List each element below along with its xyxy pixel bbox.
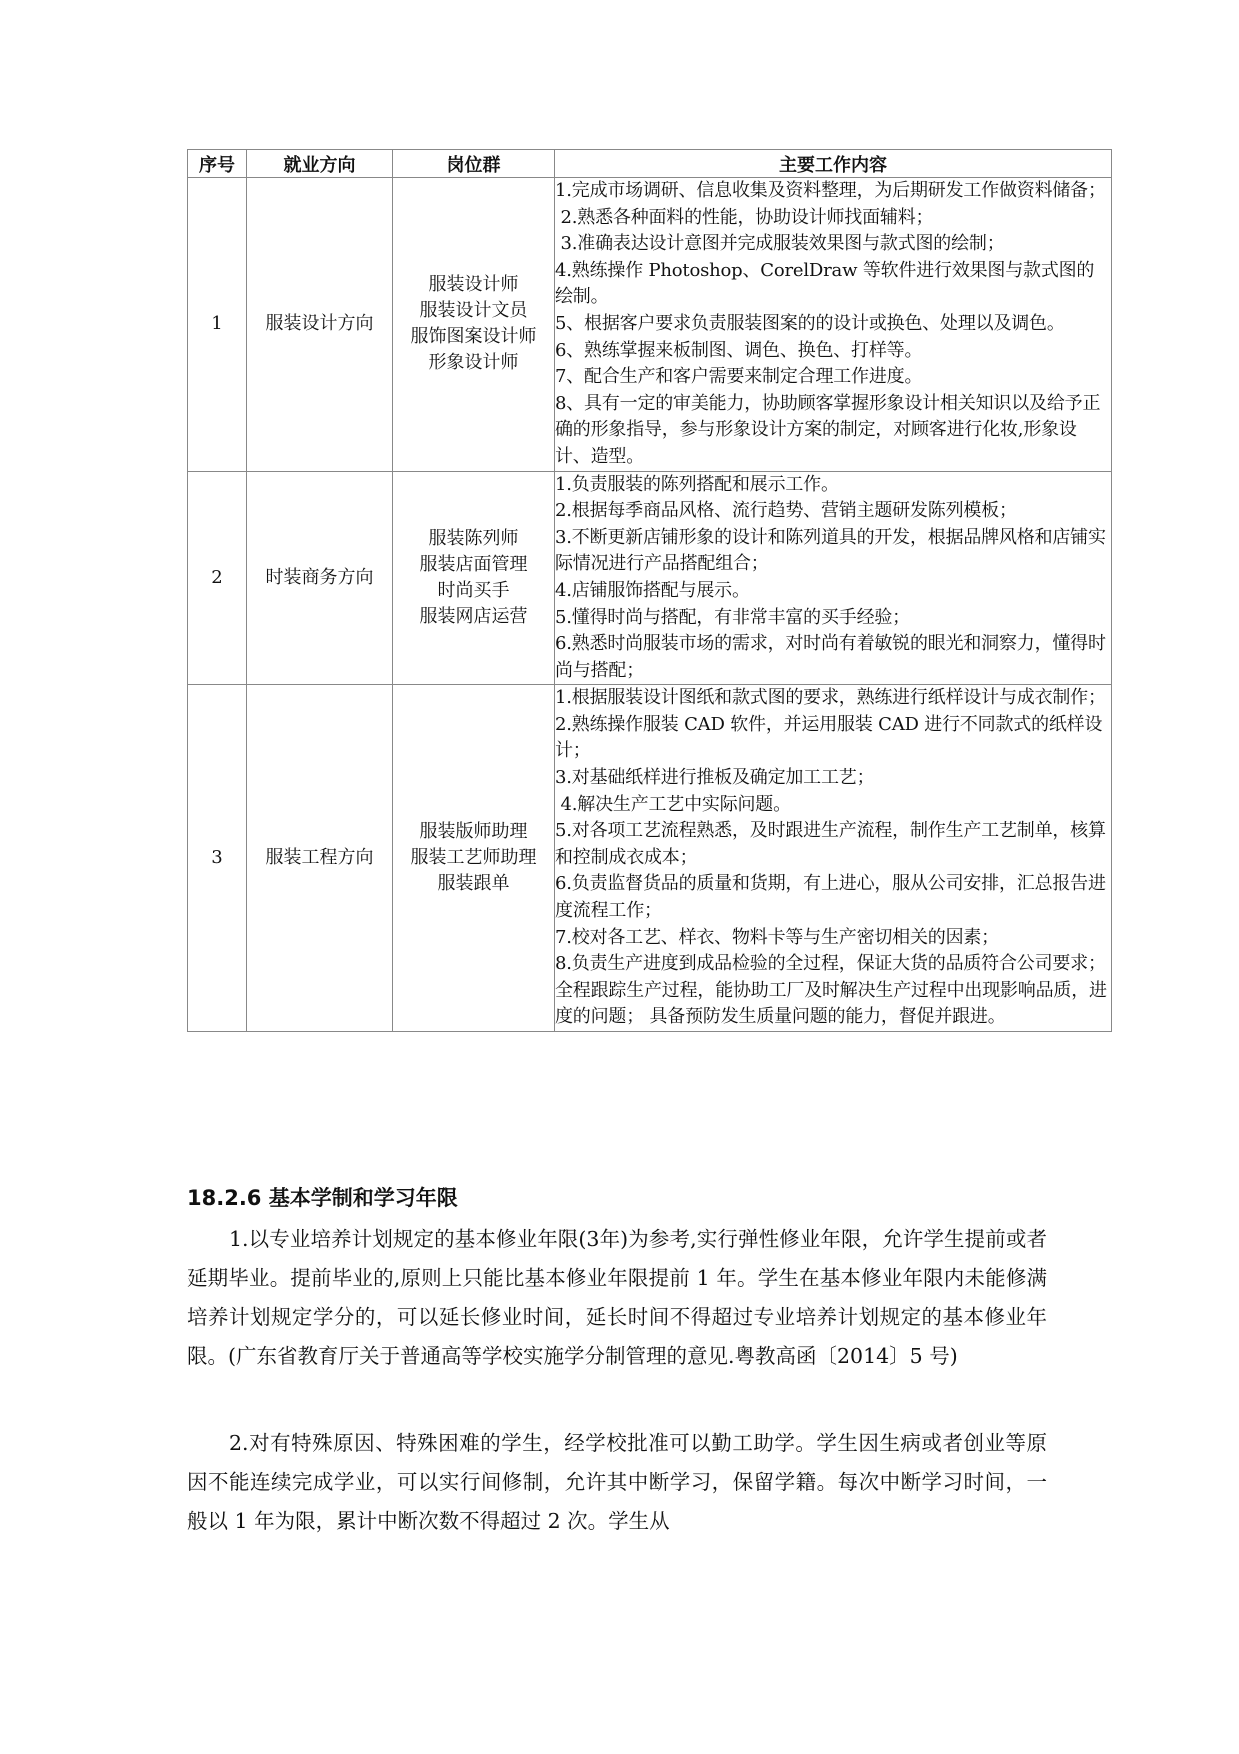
position-item: 服装工艺师助理 <box>410 847 537 869</box>
row-positions <box>393 178 555 472</box>
position-item: 服装版师助理 <box>419 821 528 843</box>
duty-item: 6、熟练掌握来板制图、调色、换色、打样等。 <box>555 339 923 361</box>
duty-item: 3.准确表达设计意图并完成服装效果图与款式图的绘制； <box>555 233 1005 255</box>
duty-item: 2.熟练操作服装 CAD 软件，并运用服装 CAD 进行不同款式的纸样设计； <box>555 713 1103 762</box>
duty-item: 6.熟悉时尚服装市场的需求，对时尚有着敏锐的眼光和洞察力，懂得时尚与搭配； <box>555 633 1106 681</box>
duty-item: 3.对基础纸样进行推板及确定加工工艺； <box>555 767 875 789</box>
row-number: 3 <box>188 685 247 1032</box>
duty-item: 6.负责监督货品的质量和货期，有上进心，服从公司安排，汇总报告进度流程工作； <box>555 873 1106 922</box>
employment-table <box>187 149 1112 1032</box>
duty-item: 4.店铺服饰搭配与展示。 <box>555 579 750 601</box>
duty-item: 5.懂得时尚与搭配，有非常丰富的买手经验； <box>555 606 910 628</box>
duty-item: 3.不断更新店铺形象的设计和陈列道具的开发，根据品牌风格和店铺实际情况进行产品搭配组合； <box>555 526 1106 575</box>
paragraph: 2.对有特殊原因、特殊困难的学生，经学校批准可以勤工助学。学生因生病或者创业等原因不能连续完成学业，可以实行间修制，允许其中断学习，保留学籍。每次中断学习时间，一般以 1 年为限，累计中断次数不得超过 2 次。学生从 <box>187 1431 1047 1533</box>
row-direction: 时装商务方向 <box>247 471 393 685</box>
header-positions: 岗位群 <box>393 150 555 178</box>
row-direction: 服装设计方向 <box>247 178 393 472</box>
duty-item: 4.解决生产工艺中实际问题。 <box>555 793 791 815</box>
row-positions <box>393 471 555 685</box>
duty-item: 1.完成市场调研、信息收集及资料整理，为后期研发工作做资料储备； <box>555 180 1106 201</box>
duty-item: 8.负责生产进度到成品检验的全过程，保证大货的品质符合公司要求；全程跟踪生产过程，能协助工厂及时解决生产过程中出现影响品质，进度的问题； 具备预防发生质量问题的能力，督促并跟进。 <box>555 953 1107 1028</box>
row-duties <box>555 178 1112 472</box>
table-row <box>188 471 1112 685</box>
section-heading: 18.2.6 基本学制和学习年限 <box>187 1186 458 1210</box>
duty-item: 7、配合生产和客户需要来制定合理工作进度。 <box>555 366 923 388</box>
position-item: 形象设计师 <box>428 352 519 374</box>
position-item: 时尚买手 <box>437 579 510 601</box>
duty-item: 2.根据每季商品风格、流行趋势、营销主题研发陈列模板； <box>555 500 1017 522</box>
row-positions <box>393 685 555 1032</box>
row-number: 2 <box>188 471 247 685</box>
table-header-row <box>188 150 1112 178</box>
duty-item: 7.校对各工艺、样衣、物料卡等与生产密切相关的因素； <box>555 926 999 948</box>
row-direction: 服装工程方向 <box>247 685 393 1032</box>
position-item: 服装跟单 <box>437 873 510 895</box>
header-direction: 就业方向 <box>247 150 393 178</box>
position-item: 服装设计文员 <box>419 300 528 322</box>
row-number: 1 <box>188 178 247 472</box>
position-item: 服装陈列师 <box>428 527 519 549</box>
header-duties: 主要工作内容 <box>555 150 1112 178</box>
duty-item: 1.负责服装的陈列搭配和展示工作。 <box>555 473 839 495</box>
duty-item: 2.熟悉各种面料的性能，协助设计师找面辅料； <box>555 206 934 228</box>
duty-item: 5.对各项工艺流程熟悉，及时跟进生产流程，制作生产工艺制单，核算和控制成衣成本； <box>555 820 1106 868</box>
position-item: 服装网店运营 <box>419 605 528 627</box>
position-item: 服饰图案设计师 <box>410 326 537 348</box>
position-item: 服装设计师 <box>428 274 519 296</box>
duty-item: 4.熟练操作 Photoshop、CorelDraw 等软件进行效果图与款式图的绘制。 <box>555 259 1095 308</box>
table-row <box>188 685 1112 1032</box>
position-item: 服装店面管理 <box>419 553 528 575</box>
table-row <box>188 178 1112 472</box>
duty-item: 1.根据服装设计图纸和款式图的要求，熟练进行纸样设计与成衣制作； <box>555 687 1106 709</box>
header-number: 序号 <box>188 150 247 178</box>
paragraph: 1.以专业培养计划规定的基本修业年限(3年)为参考,实行弹性修业年限，允许学生提前或者延期毕业。提前毕业的,原则上只能比基本修业年限提前 1 年。学生在基本修业年限内未能修满培养计划规定学分的，可以延长修业时间，延长时间不得超过专业培养计划规定的基本修业年限。(广东省教育厅关于普通高等学校实施学分制管理的意见.粤教高函〔2014〕5 号) <box>187 1227 1047 1368</box>
row-duties <box>555 471 1112 685</box>
row-duties <box>555 685 1112 1032</box>
duty-item: 8、具有一定的审美能力，协助顾客掌握形象设计相关知识以及给予正确的形象指导，参与形象设计方案的制定，对顾客进行化妆,形象设计、造型。 <box>555 392 1101 467</box>
duty-item: 5、根据客户要求负责服装图案的的设计或换色、处理以及调色。 <box>555 312 1065 334</box>
